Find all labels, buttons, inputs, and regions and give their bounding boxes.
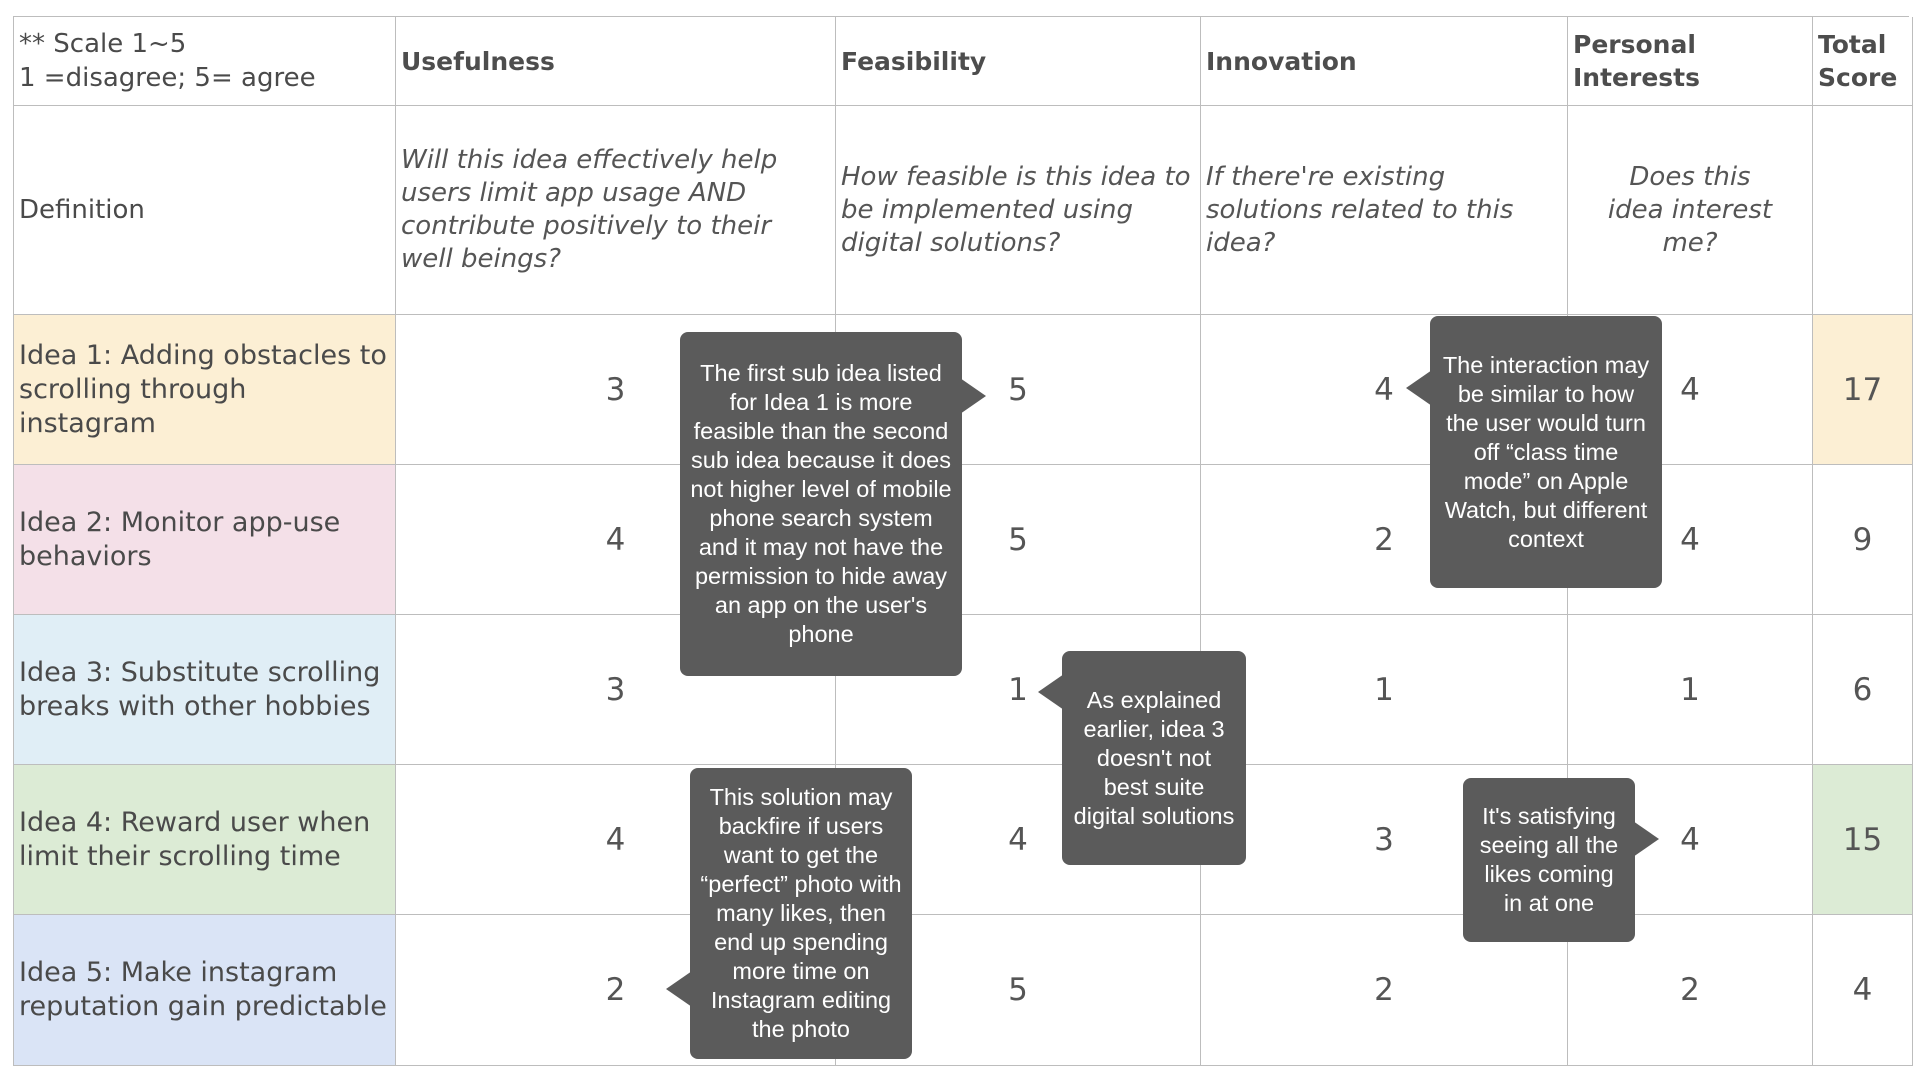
idea-3-innovation: 1 (1201, 615, 1568, 765)
header-personal-line-2: Interests (1573, 63, 1701, 92)
idea-5-usefulness: 2 (396, 915, 836, 1066)
idea-2-label: Idea 2: Monitor app-use behaviors (14, 465, 396, 615)
definition-feasibility: How feasible is this idea to be implemented using digital solutions? (836, 106, 1201, 315)
header-personal-interests (1568, 17, 1813, 106)
idea-4-personal: 4 (1568, 765, 1813, 915)
idea-1-feasibility: 5 (836, 315, 1201, 465)
definition-total-empty (1813, 106, 1913, 315)
idea-1-innovation: 4 (1201, 315, 1568, 465)
idea-5-innovation: 2 (1201, 915, 1568, 1066)
comment-pointer-2 (1406, 370, 1432, 406)
scale-note (14, 17, 396, 106)
idea-1-personal: 4 (1568, 315, 1813, 465)
comment-text-4: This solution may backfire if users want to get the “perfect” photo with many likes, then end up spending more time on Instagram editing the photo (700, 784, 902, 1042)
idea-3-feasibility: 1 (836, 615, 1201, 765)
idea-5-personal: 2 (1568, 915, 1813, 1066)
idea-3-label: Idea 3: Substitute scrolling breaks with other hobbies (14, 615, 396, 765)
idea-4-feasibility: 4 (836, 765, 1201, 915)
idea-4-label: Idea 4: Reward user when limit their scrolling time (14, 765, 396, 915)
header-personal-line-1: Personal (1573, 30, 1696, 59)
header-feasibility: Feasibility (836, 17, 1201, 106)
definition-label: Definition (14, 106, 396, 315)
idea-2-feasibility: 5 (836, 465, 1201, 615)
header-total-score (1813, 17, 1913, 106)
comment-pointer-3 (1038, 674, 1064, 710)
comment-text-3: As explained earlier, idea 3 doesn't not best suite digital solutions (1073, 686, 1235, 829)
comment-bubble-personal[interactable] (1463, 778, 1635, 942)
definition-usefulness: Will this idea effectively help users limit app usage AND contribute positively to their well beings? (396, 106, 836, 315)
comment-pointer-5 (1633, 821, 1659, 857)
comment-bubble-innovation[interactable] (1430, 316, 1662, 588)
header-total-line-2: Score (1818, 63, 1898, 92)
scale-line-2: 1 =disagree; 5= agree (19, 63, 316, 93)
idea-1-total: 17 (1813, 315, 1913, 465)
comment-bubble-idea3[interactable] (1062, 651, 1246, 865)
comment-text-2: The interaction may be similar to how the user would turn off “class time mode” on Apple Watch, but different context (1442, 351, 1650, 552)
idea-4-innovation: 3 (1201, 765, 1568, 915)
idea-2-innovation: 2 (1201, 465, 1568, 615)
idea-2-personal: 4 (1568, 465, 1813, 615)
comment-pointer-4 (666, 971, 692, 1007)
definition-innovation: If there're existing solutions related to this idea? (1201, 106, 1568, 315)
comment-text-1: The first sub idea listed for Idea 1 is more feasible than the second sub idea because it does not higher level of mobile phone search system and it may not have the permission to hide away an app on the user's phone (690, 360, 952, 647)
comment-pointer-1 (960, 378, 986, 414)
idea-5-total: 4 (1813, 915, 1913, 1066)
idea-2-total: 9 (1813, 465, 1913, 615)
comment-bubble-idea4[interactable] (690, 768, 912, 1059)
idea-4-usefulness: 4 (396, 765, 836, 915)
scale-line-1: ** Scale 1~5 (19, 29, 187, 59)
header-innovation: Innovation (1201, 17, 1568, 106)
comment-text-5: It's satisfying seeing all the likes coming in at one (1479, 803, 1619, 916)
idea-5-feasibility: 5 (836, 915, 1201, 1066)
header-usefulness: Usefulness (396, 17, 836, 106)
header-total-line-1: Total (1818, 30, 1887, 59)
definition-personal: Does this idea interest me? (1568, 106, 1813, 315)
idea-4-total: 15 (1813, 765, 1913, 915)
idea-3-total: 6 (1813, 615, 1913, 765)
idea-1-usefulness: 3 (396, 315, 836, 465)
idea-3-personal: 1 (1568, 615, 1813, 765)
comment-bubble-idea1-feasibility[interactable] (680, 332, 962, 676)
idea-2-usefulness: 4 (396, 465, 836, 615)
idea-5-label: Idea 5: Make instagram reputation gain predictable (14, 915, 396, 1066)
idea-1-label: Idea 1: Adding obstacles to scrolling through instagram (14, 315, 396, 465)
idea-3-usefulness: 3 (396, 615, 836, 765)
